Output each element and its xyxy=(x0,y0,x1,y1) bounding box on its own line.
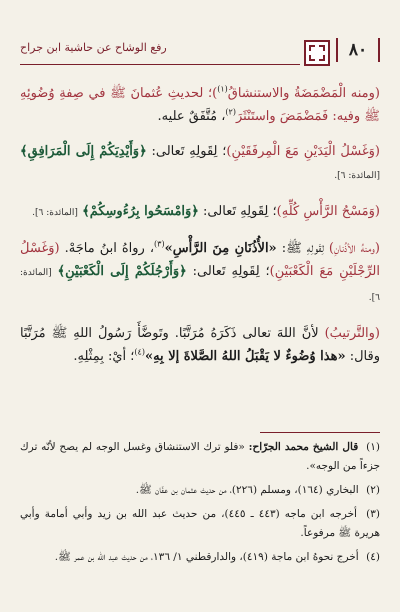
footnote-item xyxy=(20,505,380,543)
paragraph-3 xyxy=(20,200,380,225)
sharh-text: ؛ لِقَولِهِ تَعالى: xyxy=(146,144,227,159)
paragraph-4 xyxy=(20,237,380,310)
running-title: رفع الوشاح عن حاشية ابن جراح xyxy=(20,41,167,54)
paragraph-5 xyxy=(20,322,380,368)
footnote-item xyxy=(20,438,380,476)
footnotes xyxy=(20,438,380,572)
sharh-text: ، رواهُ ابنُ ماجَهْ. xyxy=(59,241,155,256)
matn-text: (ومنه الْمَضْمَضَةُ والاستنشاقُ xyxy=(227,86,380,101)
footnote-lead: قال الشيخ محمد الجرّاح: xyxy=(248,441,359,453)
paragraph-2 xyxy=(20,140,380,188)
matn-text: (والتَّرتيبُ) xyxy=(324,326,380,341)
sharh-text: ، مُتَّفَقٌ عليه. xyxy=(157,109,226,124)
verse-reference: [المائدة: ٦]. xyxy=(20,268,380,303)
footnote-ref: (١) xyxy=(217,84,228,94)
paragraph-1 xyxy=(20,82,380,128)
footnote-ref: (٣) xyxy=(154,239,165,249)
sharh-text: لأنَّ اللهَ تعالى ذَكَرَهُ مُرَتَّبًا. وتَوضَّأَ رَسُولُ اللهِ ﷺ مُرَتَّبًا وقال: xyxy=(20,326,380,364)
verse-reference: [المائدة: ٦]. xyxy=(32,208,78,218)
sharh-text: لِقَولِهِ ﷺ: xyxy=(276,241,329,256)
footnote-text: أخرج نحوهُ ابن ماجة (٤١٩)، والدارقطني ١/ ١٣٦، من حديث عبد الله بن عمر ﷺ. xyxy=(54,551,359,563)
matn-text: (وَغَسْلُ الرِّجْلَيْنِ مَعَ الْكَعْبَيْنِ) xyxy=(20,241,380,279)
matn-text: (وَغَسْلُ الْيَدَيْنِ مَعَ الْمِرفَقَيْنِ) xyxy=(226,144,380,159)
footnote-number: (٤) xyxy=(366,551,380,563)
footnote-text: البخاري (١٦٤)، ومسلم (٢٢٦)، من حديث عثمان بن عفّان ﷺ. xyxy=(135,484,359,496)
footnote-item xyxy=(20,481,380,500)
quran-verse: ﴿وَامْسَحُوا بِرُءُوسِكُمْ﴾ xyxy=(82,204,199,219)
footnote-text: «فلو ترك الاستنشاق وغسل الوجه لم يصح لأنّه ترك جزءاً من الوجه». xyxy=(20,441,380,472)
page-number: ٨٠ xyxy=(336,38,380,62)
quran-verse: ﴿وَأَيْدِيَكُمْ إِلَى الْمَرَافِقِ﴾ xyxy=(20,144,147,159)
footnote-ref: (٢) xyxy=(225,107,236,117)
footnote-ref: (٤) xyxy=(134,347,145,357)
matn-text: (ومنهُ الأذُنانِ) xyxy=(328,241,380,256)
sharh-text: ؛ لِقَولِهِ تَعالى: xyxy=(198,204,277,219)
footnote-separator xyxy=(260,432,380,433)
hadith-text: «الأُذُنَانِ مِنَ الرَّأْسِ» xyxy=(164,241,277,256)
sharh-text: ؛ لِقَولِهِ تَعالى: xyxy=(186,264,270,279)
quran-verse: ﴿وَأَرْجُلَكُمْ إِلَى الْكَعْبَيْنِ﴾ xyxy=(57,264,187,279)
hadith-text: «هذا وُضُوءٌ لا يَقْبَلُ اللهُ الصَّلاةَ إلا بِهِ» xyxy=(144,349,346,364)
footnote-item xyxy=(20,548,380,567)
matn-text: (وَمَسْحُ الرَّأْسِ كُلِّهِ) xyxy=(276,204,380,219)
ornament-icon xyxy=(304,40,330,66)
sharh-text: ؛ أيْ: بِمِثْلِهِ. xyxy=(73,349,135,364)
footnote-number: (٣) xyxy=(366,508,380,520)
footnote-text: أخرجه ابن ماجه (٤٤٣ ـ ٤٤٥)، من حديث عبد الله بن زيد وأبي أمامة وأبي هريرة ﷺ مرفوعاً. xyxy=(20,508,380,539)
sharh-text: )؛ لحديثِ عُثمانَ ﷺ في صِفةِ وُضُوئِهِ ﷺ وفيه: فَمَضْمَضَ واستَنْثَرَ xyxy=(20,86,380,124)
verse-reference: [المائدة: ٦]. xyxy=(334,171,380,181)
footnote-number: (٢) xyxy=(366,484,380,496)
main-text xyxy=(20,82,380,380)
header-rule xyxy=(20,64,300,65)
footnote-number: (١) xyxy=(366,441,380,453)
